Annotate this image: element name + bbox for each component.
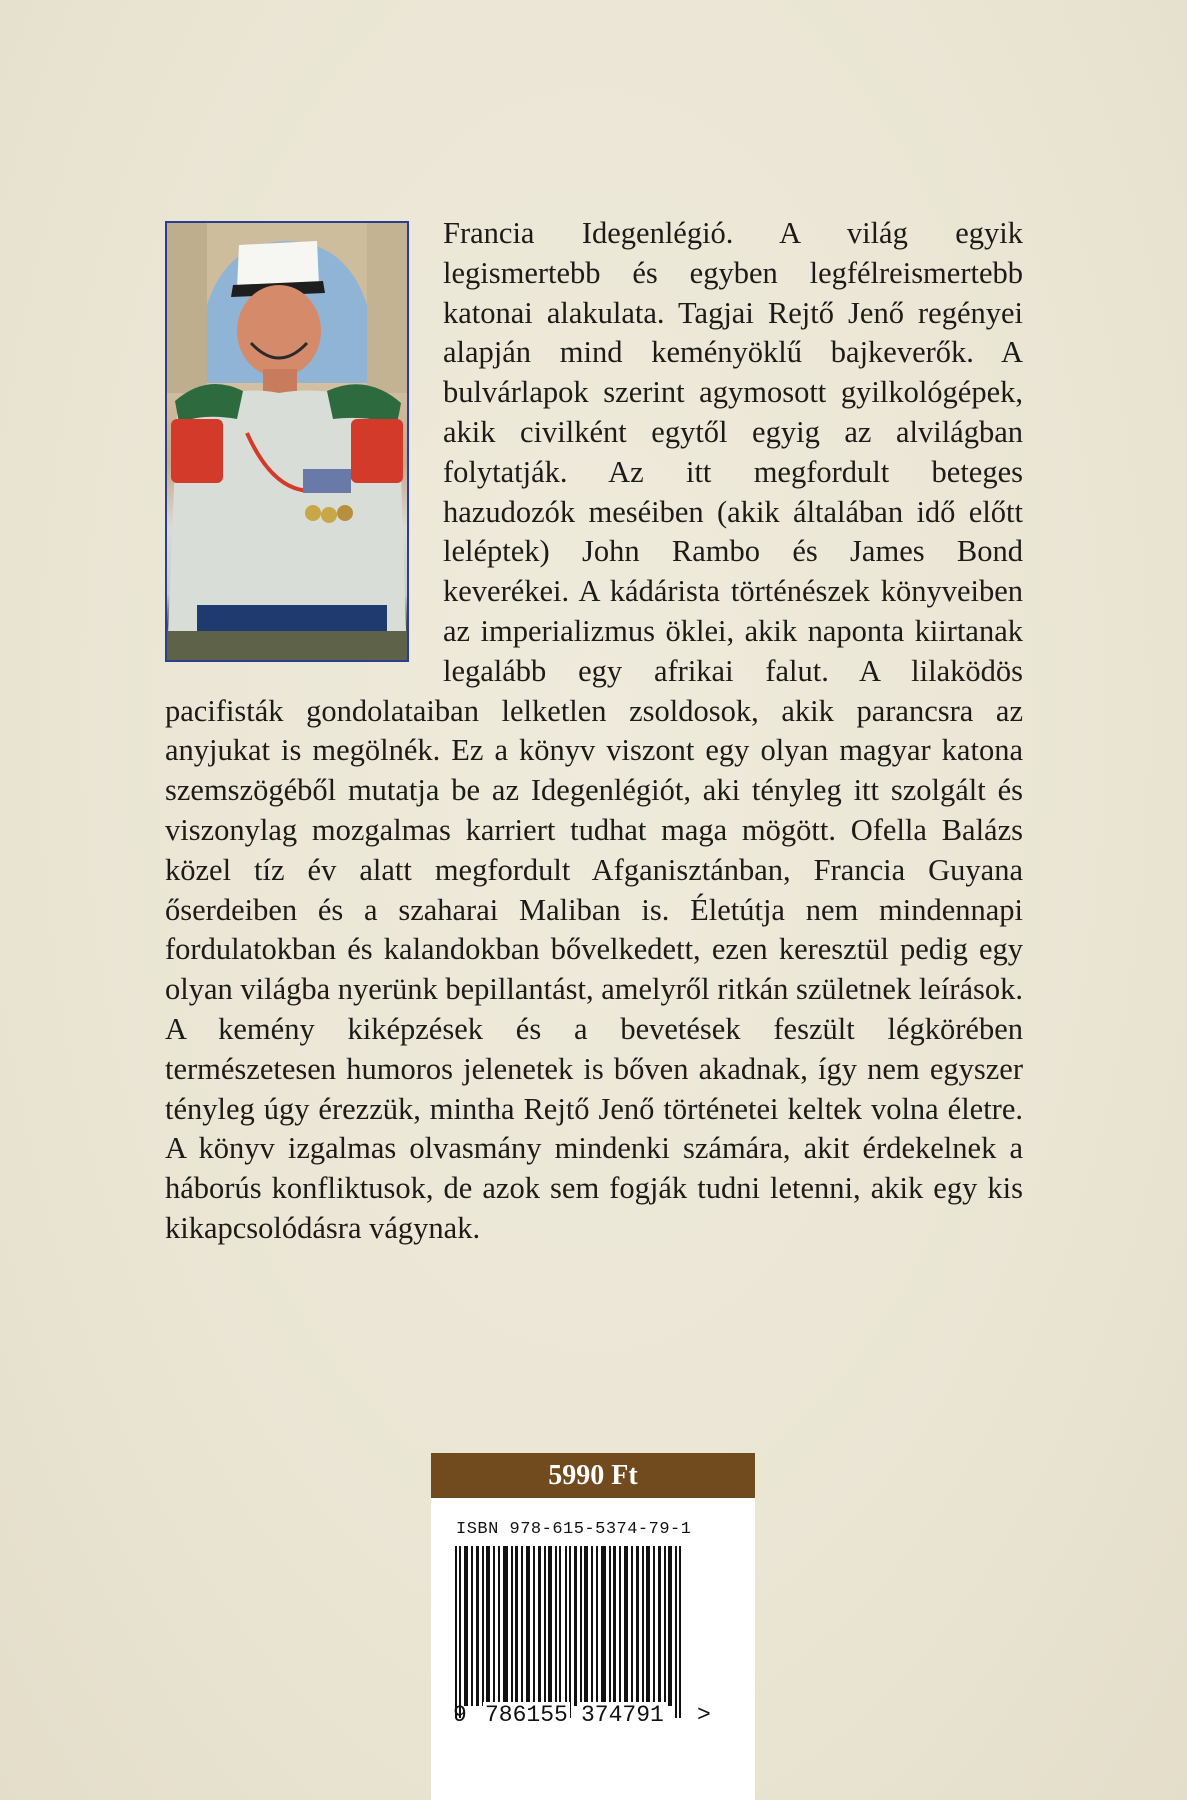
blurb-text: Francia Idegenlégió. A világ egyik legismertebb és egyben legfélreismertebb katonai alakulata. Tagjai Rejtő Jenő regényei alapján mind keményöklű bajkeverők. A bulvárlapok szerint agymosott gyilkológépek, akik civilként egytől egyig az alvilágban folytatják. Az itt megfordult beteges hazudozók meséiben (akik általában idő előtt leléptek) John Rambo és James Bond keverékei. A kádárista történészek könyveiben az imperializmus öklei, akik naponta kiirtanak legalább egy afrikai falut. A lilaködös pacifisták gondolataiban lelketlen zsoldosok, akik parancsra az anyjukat is megölnék. Ez a könyv viszont egy olyan magyar katona szemszögéből mutatja be az Idegenlégiót, aki tényleg itt szolgált és viszonylag mozgalmas karriert tudhat maga mögött. Ofella Balázs közel tíz év alatt megfordult Afganisztánban, Francia Guyana őserdeiben és a szaharai Maliban is. Életútja nem mindennapi fordulatokban és kalandokban bővelkedett, ezen keresztül pedig egy olyan világba nyerünk bepillantást, amelyről ritkán születnek leírások. A kemény kiképzések és a bevetések feszült légkörében természetesen humoros jelenetek is bőven akadnak, így nem egyszer tényleg úgy érezzük, mintha Rejtő Jenő történetei keltek volna életre. A könyv izgalmas olvasmány mindenki számára, akit érdekelnek a háborús konfliktusok, de azok sem fogják tudni letenni, akik egy kis kikapcsolódásra vágynak.	[165, 216, 1023, 1245]
legionnaire-illustration	[167, 223, 407, 660]
barcode-first-digit: 9	[453, 1702, 467, 1728]
price-text: 5990 Ft	[548, 1459, 638, 1491]
barcode-left-group: 786155	[485, 1702, 568, 1728]
price-label	[431, 1453, 755, 1498]
blurb-block	[165, 214, 1023, 1249]
barcode-end-mark: >	[697, 1702, 711, 1728]
legionnaire-photo	[165, 221, 409, 662]
isbn-number: ISBN 978-615-5374-79-1	[456, 1520, 692, 1539]
barcode-panel	[431, 1498, 755, 1800]
barcode-bars	[453, 1546, 689, 1718]
barcode-right-group: 374791	[581, 1702, 664, 1728]
